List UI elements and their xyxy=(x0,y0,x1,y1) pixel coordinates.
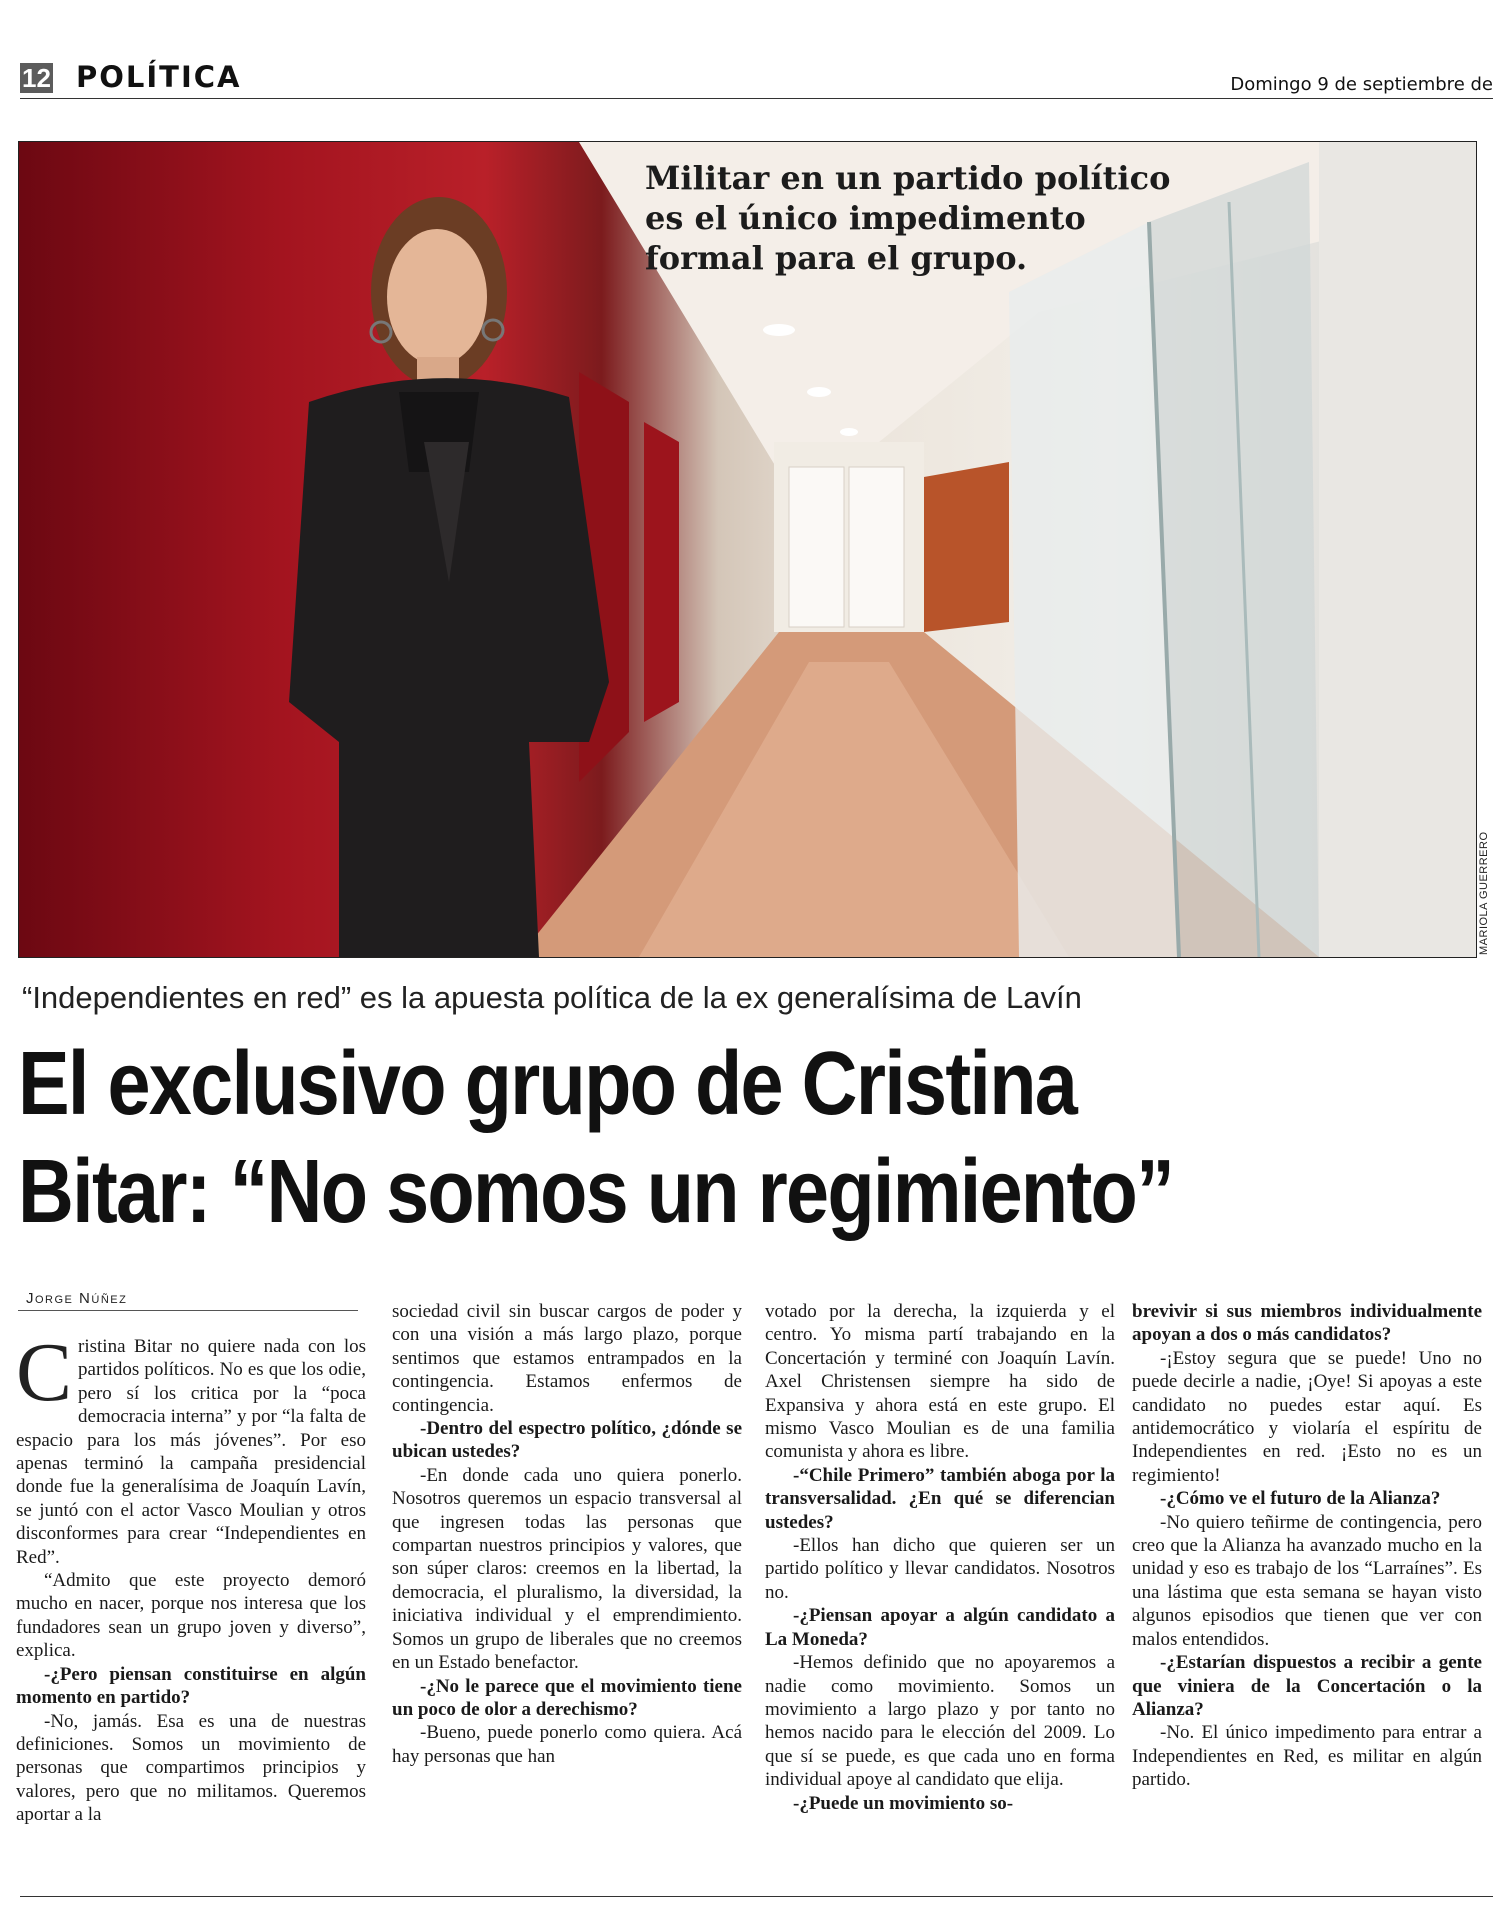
interview-question: brevivir si sus miembros individualmente apoyan a dos o más candidatos? xyxy=(1132,1301,1482,1346)
interview-question: -¿Estarían dispuestos a recibir a gente que viniera de la Concertación o la Alianza? xyxy=(1132,1652,1482,1720)
byline: Jorge Núñez xyxy=(26,1290,128,1307)
paragraph: -No. El único impedimento para entrar a Independientes en Red, es militar en algún partido. xyxy=(1132,1722,1482,1791)
interview-question: -¿No le parece que el movimiento tiene un poco de olor a derechismo? xyxy=(392,1675,742,1720)
photo-pull-quote xyxy=(645,158,1205,278)
footer-rule xyxy=(20,1896,1493,1897)
article-column-1 xyxy=(16,1326,366,1827)
dropcap: C xyxy=(16,1326,73,1419)
section-title: POLÍTICA xyxy=(76,60,242,94)
header-rule xyxy=(20,98,1493,99)
lead-text: ristina Bitar no quiere nada con los partidos políticos. No es que los odie, pero sí los critica por la “poca democracia interna” y por “la falta de espacio para los más jóvenes”. Por eso apenas terminó la campaña presidencial donde fue la generalísima de Joaquín Lavín, se juntó con el actor Vasco Moulian y otros disconformes para crear “Independientes en Red”. xyxy=(16,1336,366,1568)
article-column-2 xyxy=(392,1300,742,1768)
headline-line: El exclusivo grupo de Cristina xyxy=(18,1034,1077,1134)
page-header xyxy=(20,58,1493,102)
interview-question: -¿Cómo ve el futuro de la Alianza? xyxy=(1160,1488,1441,1510)
issue-date: Domingo 9 de septiembre de xyxy=(1230,74,1493,95)
article-column-4 xyxy=(1132,1300,1482,1792)
interview-question: -“Chile Primero” también aboga por la transversalidad. ¿En qué se diferencian ustedes? xyxy=(765,1464,1115,1533)
paragraph: votado por la derecha, la izquierda y el centro. Yo misma partí trabajando en la Concertación y terminé con Joaquín Lavín. Axel Christensen siempre ha sido de Expansiva y ahora está en este grupo. El mismo Vasco Moulian es de una familia comunista y ahora es libre. xyxy=(765,1301,1115,1463)
pull-quote-line: Militar en un partido político xyxy=(645,159,1171,197)
page-number: 12 xyxy=(20,63,53,93)
interview-question: -¿Piensan apoyar a algún candidato a La Moneda? xyxy=(765,1605,1115,1650)
lead-paragraph xyxy=(16,1326,366,1569)
paragraph: -Hemos definido que no apoyaremos a nadie como movimiento. Somos un movimiento a largo plazo y por tanto no hemos nacido para le elección del 2009. Lo que sí se puede, es que cada uno en forma individual apoye al candidato que elija. xyxy=(765,1652,1115,1791)
interview-question: -Dentro del espectro político, ¿dónde se ubican ustedes? xyxy=(392,1418,742,1463)
paragraph: -En donde cada uno quiera ponerlo. Nosotros queremos un espacio transversal al que ingresen todas las personas que compartan nuestros principios y valores, que son súper claros: creemos en la libertad, la democracia, el pluralismo, la diversidad, la iniciativa individual y el emprendimiento. Somos un grupo de liberales que no creemos en un Estado benefactor. xyxy=(392,1464,742,1674)
pull-quote-line: formal para el grupo. xyxy=(645,239,1028,277)
article-photo xyxy=(18,141,1477,958)
interview-question: -¿Puede un movimiento so- xyxy=(793,1792,1014,1814)
interview-question: -¿Pero piensan constituirse en algún momento en partido? xyxy=(16,1663,366,1709)
paragraph: -¡Estoy segura que se puede! Uno no puede decirle a nadie, ¡Oye! Si apoyas a este candidato no puedes estar aquí. Es antidemocrático y violaría el espíritu de Independientes en red. ¡Esto no es un regimiento! xyxy=(1132,1347,1482,1486)
paragraph: -Ellos han dicho que quieren ser un partido político y llevar candidatos. Nosotros no. xyxy=(765,1535,1115,1603)
photo-credit: MARIOLA GUERRERO xyxy=(1478,831,1490,955)
kicker: “Independientes en red” es la apuesta política de la ex generalísima de Lavín xyxy=(22,980,1082,1015)
paragraph: -No, jamás. Esa es una de nuestras definiciones. Somos un movimiento de personas que compartimos principios y valores, pero que no militamos. Queremos aportar a la xyxy=(16,1710,366,1826)
paragraph: “Admito que este proyecto demoró mucho en nacer, porque nos interesa que los fundadores sean un grupo joven y diverso”, explica. xyxy=(16,1570,366,1662)
paragraph: -Bueno, puede ponerlo como quiera. Acá hay personas que han xyxy=(392,1722,742,1767)
paragraph: sociedad civil sin buscar cargos de poder y con una visión a más largo plazo, porque sentimos que estamos entrampados en la contingencia. Estamos enfermos de contingencia. xyxy=(392,1301,742,1416)
pull-quote-line: es el único impedimento xyxy=(645,199,1086,237)
article-column-3 xyxy=(765,1300,1115,1815)
headline-line: Bitar: “No somos un regimiento” xyxy=(18,1142,1174,1242)
paragraph: -No quiero teñirme de contingencia, pero creo que la Alianza ha avanzado mucho en la unidad y eso es trabajo de los “Larraínes”. Es una lástima que esta semana se hayan visto algunos episodios que tienen que ver con malos entendidos. xyxy=(1132,1511,1482,1650)
byline-rule xyxy=(18,1310,358,1311)
headline xyxy=(18,1030,1282,1246)
